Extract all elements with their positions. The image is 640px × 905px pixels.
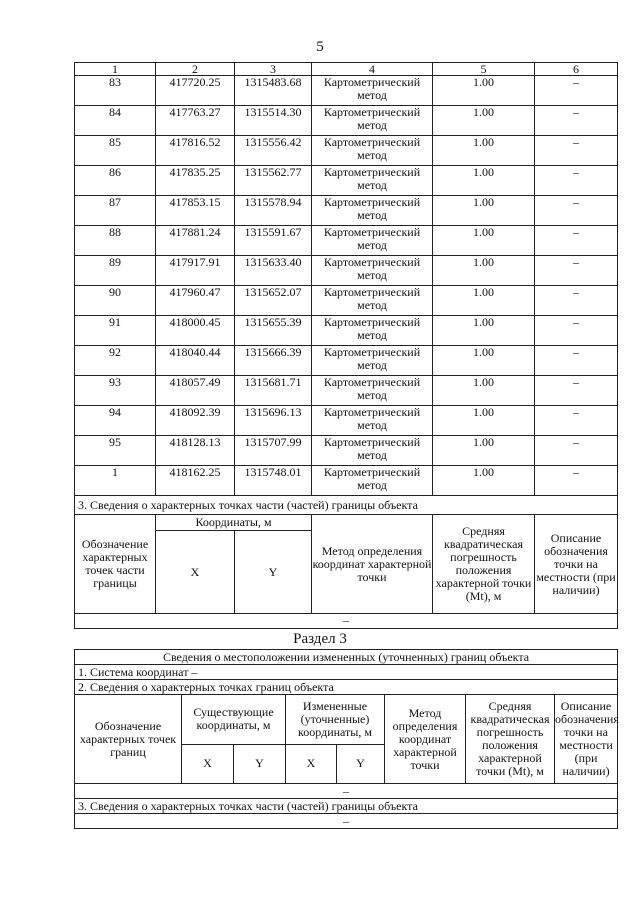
description: –	[535, 286, 618, 316]
method-line-2: метод	[357, 268, 387, 282]
accuracy: 1.00	[433, 166, 535, 196]
accuracy: 1.00	[433, 406, 535, 436]
accuracy: 1.00	[433, 106, 535, 136]
section3-title: 3. Сведения о характерных точках части (частей) границы объекта	[75, 496, 618, 515]
coord-y: 1315633.40	[235, 256, 312, 286]
coord-y: 1315652.07	[235, 286, 312, 316]
point-number: 89	[75, 256, 156, 286]
table-row	[75, 406, 618, 436]
method-line-2: метод	[357, 388, 387, 402]
coord-y: 1315556.42	[235, 136, 312, 166]
t2-empty-dash-1: –	[75, 784, 618, 799]
method	[312, 256, 433, 286]
table-row	[75, 376, 618, 406]
col-number-6: 6	[535, 63, 618, 76]
table-row	[75, 346, 618, 376]
table2-title-row	[75, 650, 618, 665]
t2-header-description: Описание обозначения точки на местности (при наличии)	[555, 695, 618, 784]
coord-x: 417881.24	[156, 226, 235, 256]
table-row	[75, 256, 618, 286]
description: –	[535, 166, 618, 196]
description: –	[535, 346, 618, 376]
table-row	[75, 76, 618, 106]
point-number: 87	[75, 196, 156, 226]
t2-header-point-designation: Обозначение характерных точек границ	[75, 695, 182, 784]
method-line-1: Картометрический	[323, 105, 421, 119]
t2-header-y-changed: Y	[337, 744, 385, 783]
coord-y: 1315707.99	[235, 436, 312, 466]
coord-y: 1315696.13	[235, 406, 312, 436]
coord-x: 417816.52	[156, 136, 235, 166]
coord-y: 1315578.94	[235, 196, 312, 226]
description: –	[535, 316, 618, 346]
coord-y: 1315655.39	[235, 316, 312, 346]
coord-y: 1315591.67	[235, 226, 312, 256]
point-number: 94	[75, 406, 156, 436]
point-number: 92	[75, 346, 156, 376]
accuracy: 1.00	[433, 376, 535, 406]
accuracy: 1.00	[433, 436, 535, 466]
accuracy: 1.00	[433, 226, 535, 256]
point-number: 93	[75, 376, 156, 406]
t2-header-accuracy: Средняя квадратическая погрешность положения характерной точки (Mt), м	[466, 695, 555, 784]
point-number: 83	[75, 76, 156, 106]
empty-dash: –	[75, 614, 618, 629]
t2-header-method: Метод определения координат характерной точки	[385, 695, 466, 784]
accuracy: 1.00	[433, 316, 535, 346]
point-number: 95	[75, 436, 156, 466]
header-y: Y	[235, 531, 312, 614]
t2-header-changed: Измененные (уточненные) координаты, м	[286, 695, 385, 745]
method-line-2: метод	[357, 418, 387, 432]
method-line-1: Картометрический	[323, 375, 421, 389]
accuracy: 1.00	[433, 346, 535, 376]
method-line-2: метод	[357, 118, 387, 132]
method-line-2: метод	[357, 178, 387, 192]
header-x: X	[156, 531, 235, 614]
coord-x: 417960.47	[156, 286, 235, 316]
col-number-5: 5	[433, 63, 535, 76]
method-line-1: Картометрический	[323, 465, 421, 479]
method	[312, 136, 433, 166]
boundary-points-table	[74, 62, 618, 629]
coord-x: 418057.49	[156, 376, 235, 406]
accuracy: 1.00	[433, 136, 535, 166]
header-description: Описание обозначения точки на местности (при наличии)	[535, 515, 618, 614]
t2-header-y-existing: Y	[234, 744, 286, 783]
coord-y: 1315748.01	[235, 466, 312, 496]
table2-header-row-1	[75, 695, 618, 745]
coord-x: 417763.27	[156, 106, 235, 136]
method	[312, 316, 433, 346]
table-row	[75, 436, 618, 466]
point-number: 1	[75, 466, 156, 496]
description: –	[535, 376, 618, 406]
table-row	[75, 196, 618, 226]
col-number-1: 1	[75, 63, 156, 76]
method-line-1: Картометрический	[323, 165, 421, 179]
accuracy: 1.00	[433, 196, 535, 226]
t2-section3-title: 3. Сведения о характерных точках части (частей) границы объекта	[75, 799, 618, 814]
coord-x: 418040.44	[156, 346, 235, 376]
t2-empty-row-2	[75, 814, 618, 829]
point-number: 90	[75, 286, 156, 316]
table-row	[75, 466, 618, 496]
table-row	[75, 286, 618, 316]
coord-system-row	[75, 665, 618, 680]
method	[312, 406, 433, 436]
point-number: 85	[75, 136, 156, 166]
method-line-2: метод	[357, 448, 387, 462]
method	[312, 196, 433, 226]
method	[312, 76, 433, 106]
t2-empty-dash-2: –	[75, 814, 618, 829]
accuracy: 1.00	[433, 256, 535, 286]
method	[312, 436, 433, 466]
description: –	[535, 256, 618, 286]
description: –	[535, 406, 618, 436]
method-line-2: метод	[357, 478, 387, 492]
description: –	[535, 226, 618, 256]
coord-y: 1315514.30	[235, 106, 312, 136]
method-line-1: Картометрический	[323, 195, 421, 209]
header-coordinates: Координаты, м	[156, 515, 312, 531]
col-number-3: 3	[235, 63, 312, 76]
page-number: 5	[316, 39, 324, 55]
table-row	[75, 316, 618, 346]
coord-y: 1315562.77	[235, 166, 312, 196]
method-line-1: Картометрический	[323, 135, 421, 149]
method	[312, 286, 433, 316]
coord-y: 1315483.68	[235, 76, 312, 106]
method	[312, 226, 433, 256]
t2-header-x-changed: X	[286, 744, 337, 783]
table-row	[75, 136, 618, 166]
changed-boundaries-table	[74, 649, 618, 829]
method-line-1: Картометрический	[323, 255, 421, 269]
method-line-2: метод	[357, 298, 387, 312]
method-line-1: Картометрический	[323, 285, 421, 299]
boundary-points-title-row	[75, 680, 618, 695]
method-line-2: метод	[357, 88, 387, 102]
t2-header-existing: Существующие координаты, м	[182, 695, 286, 745]
method	[312, 106, 433, 136]
coord-x: 417835.25	[156, 166, 235, 196]
coord-x: 417917.91	[156, 256, 235, 286]
method-line-2: метод	[357, 328, 387, 342]
section-title-razdel-3: Раздел 3	[293, 631, 347, 647]
coord-y: 1315666.39	[235, 346, 312, 376]
empty-row	[75, 614, 618, 629]
coord-system: 1. Система координат –	[75, 665, 618, 680]
coord-x: 418092.39	[156, 406, 235, 436]
description: –	[535, 436, 618, 466]
table-row	[75, 166, 618, 196]
method-line-1: Картометрический	[323, 225, 421, 239]
method-line-1: Картометрический	[323, 315, 421, 329]
description: –	[535, 136, 618, 166]
method-line-1: Картометрический	[323, 75, 421, 89]
description: –	[535, 76, 618, 106]
method-line-1: Картометрический	[323, 435, 421, 449]
method	[312, 346, 433, 376]
coord-x: 418162.25	[156, 466, 235, 496]
header-point-designation: Обозначение характерных точек части границы	[75, 515, 156, 614]
method	[312, 376, 433, 406]
point-number: 91	[75, 316, 156, 346]
method-line-2: метод	[357, 358, 387, 372]
t2-empty-row-1	[75, 784, 618, 799]
coord-x: 418000.45	[156, 316, 235, 346]
table-row	[75, 106, 618, 136]
header-accuracy: Средняя квадратическая погрешность положения характерной точки (Mt), м	[433, 515, 535, 614]
accuracy: 1.00	[433, 286, 535, 316]
description: –	[535, 196, 618, 226]
coord-x: 418128.13	[156, 436, 235, 466]
method-line-1: Картометрический	[323, 405, 421, 419]
accuracy: 1.00	[433, 466, 535, 496]
t2-header-x-existing: X	[182, 744, 234, 783]
method	[312, 166, 433, 196]
table2-title: Сведения о местоположении измененных (уточненных) границ объекта	[75, 650, 618, 665]
point-number: 84	[75, 106, 156, 136]
col-number-4: 4	[312, 63, 433, 76]
accuracy: 1.00	[433, 76, 535, 106]
t2-section3-title-row	[75, 799, 618, 814]
method-line-2: метод	[357, 208, 387, 222]
description: –	[535, 466, 618, 496]
coord-y: 1315681.71	[235, 376, 312, 406]
section3-title-row	[75, 496, 618, 515]
method	[312, 466, 433, 496]
method-line-2: метод	[357, 148, 387, 162]
point-number: 86	[75, 166, 156, 196]
section3-header-row-1	[75, 515, 618, 531]
point-number: 88	[75, 226, 156, 256]
header-method: Метод определения координат характерной точки	[312, 515, 433, 614]
col-number-2: 2	[156, 63, 235, 76]
coord-x: 417720.25	[156, 76, 235, 106]
method-line-2: метод	[357, 238, 387, 252]
boundary-points-title: 2. Сведения о характерных точках границ объекта	[75, 680, 618, 695]
method-line-1: Картометрический	[323, 345, 421, 359]
table-row	[75, 226, 618, 256]
column-number-row	[75, 63, 618, 76]
description: –	[535, 106, 618, 136]
coord-x: 417853.15	[156, 196, 235, 226]
